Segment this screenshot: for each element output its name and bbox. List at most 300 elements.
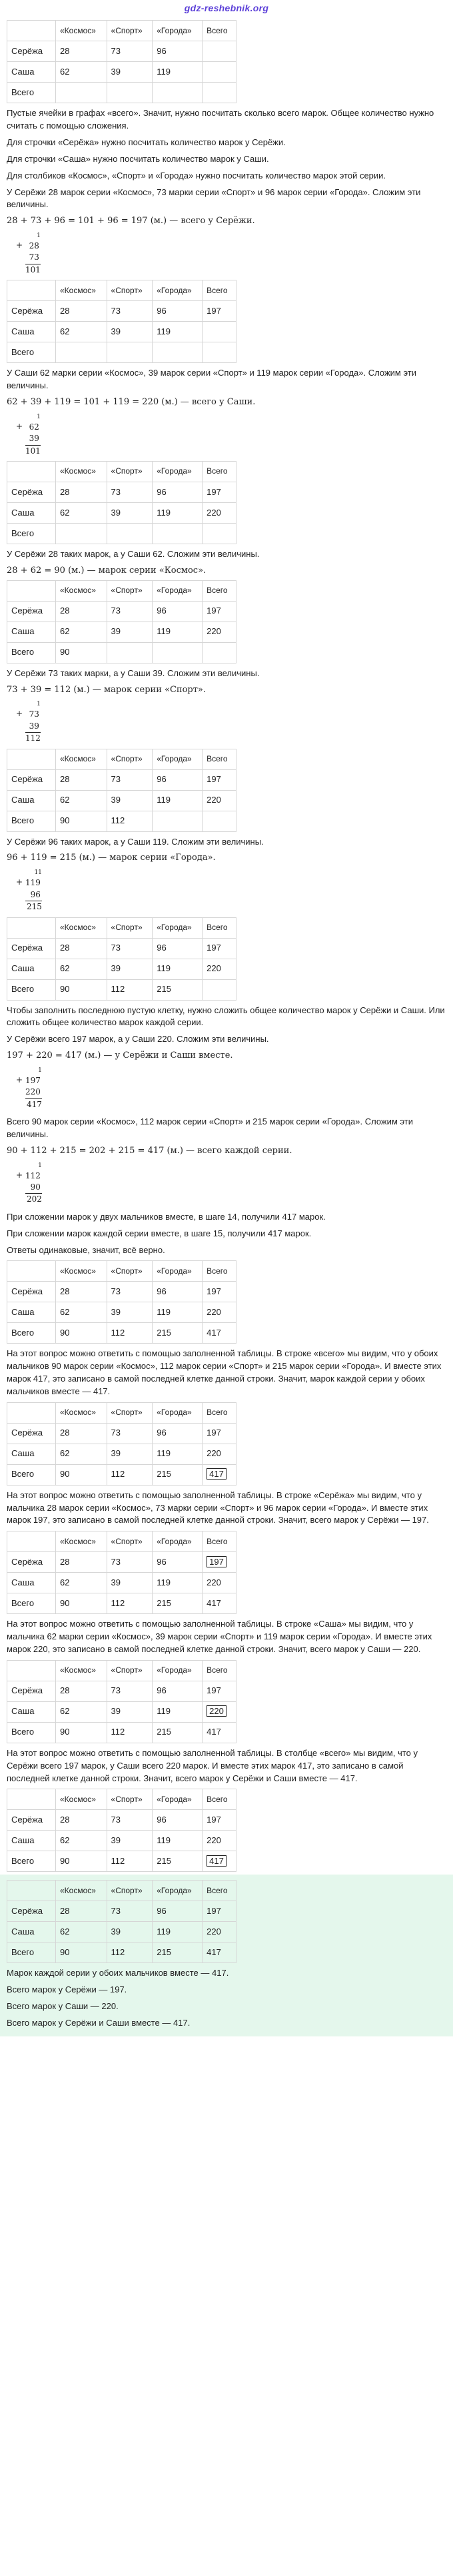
answer-line: Марок каждой серии у обоих мальчиков вместе — 417. — [7, 1968, 229, 1978]
column-addition-b: 39 — [29, 434, 39, 444]
stamps-table-step1 — [7, 280, 236, 363]
table-row — [7, 1593, 236, 1614]
stamps-table-initial — [7, 20, 236, 103]
table-cell — [203, 1444, 236, 1464]
table-cell — [203, 1552, 236, 1573]
table-cell — [107, 503, 153, 524]
table-cell — [56, 301, 107, 322]
table-cell — [56, 1423, 107, 1444]
cell-value: 220 — [207, 626, 221, 637]
paragraph: При сложении марок у двух мальчиков вместе, в шаге 14, получили 417 марок. — [7, 1211, 326, 1222]
calculation: 28 + 62 = 90 (м.) — марок серии «Космос». — [7, 565, 207, 576]
table-cell — [153, 1831, 203, 1851]
column-addition-sum: 112 — [25, 732, 41, 744]
calculation: 90 + 112 + 215 = 202 + 215 = 417 (м.) — всего каждой серии. — [7, 1145, 292, 1156]
table-header-cell: «Космос» — [56, 1261, 107, 1282]
column-addition — [16, 700, 41, 744]
cell-value: 28 — [60, 1286, 70, 1296]
cell-value: 73 — [111, 45, 121, 56]
cell-value: 62 — [60, 1306, 70, 1317]
table-row — [7, 1701, 236, 1722]
cell-value: 220 — [207, 507, 221, 518]
table-cell — [107, 959, 153, 979]
paragraph: У Серёжи 28 марок серии «Космос», 73 марки серии «Спорт» и 96 марок серии «Города». Сложим эти величины. — [7, 187, 421, 210]
table-header-cell: «Города» — [153, 1402, 203, 1423]
table-header-cell: Всего — [203, 280, 236, 301]
table-header-cell: «Спорт» — [107, 1531, 153, 1552]
table-row — [7, 1573, 236, 1593]
table-cell — [107, 938, 153, 959]
cell-value: 39 — [111, 1706, 121, 1717]
table-row — [7, 1922, 236, 1942]
table-cell — [153, 1942, 203, 1963]
table-cell — [153, 482, 203, 503]
cell-value: 28 — [60, 1814, 70, 1825]
table-cell — [107, 979, 153, 1000]
column-addition-b: 90 — [30, 1182, 41, 1192]
paragraph: У Серёжи 28 таких марок, а у Саши 62. Сложим эти величины. — [7, 549, 260, 560]
cell-value: 39 — [111, 1306, 121, 1317]
table-header-cell: «Города» — [153, 1881, 203, 1901]
table-row — [7, 83, 236, 103]
cell-value: 417 — [207, 1946, 221, 1957]
cell-value: 39 — [111, 326, 121, 336]
table-cell — [56, 1942, 107, 1963]
table-cell — [153, 811, 203, 831]
table-row — [7, 1423, 236, 1444]
table-cell — [153, 1722, 203, 1743]
table-cell — [107, 1922, 153, 1942]
cell-value: 112 — [111, 1597, 125, 1608]
cell-value: 62 — [60, 1926, 70, 1936]
cell-value: 119 — [157, 1926, 171, 1936]
table-corner-cell — [7, 21, 56, 41]
column-addition-a: 73 — [29, 709, 39, 719]
column-addition-sum: 101 — [25, 264, 41, 276]
table-header-cell: «Космос» — [56, 580, 107, 601]
cell-value: 90 — [60, 1469, 70, 1480]
table-cell — [107, 1323, 153, 1344]
table-row-label: Всего — [7, 83, 56, 103]
table-cell — [107, 62, 153, 83]
table-cell — [203, 1593, 236, 1614]
table-cell — [107, 1573, 153, 1593]
table-cell — [153, 1464, 203, 1485]
cell-value: 62 — [60, 1577, 70, 1587]
table-cell — [203, 1681, 236, 1701]
stamps-table-step2 — [7, 461, 236, 544]
table-cell — [203, 503, 236, 524]
calculation: 62 + 39 + 119 = 101 + 119 = 220 (м.) — всего у Саши. — [7, 396, 256, 407]
table-row — [7, 979, 236, 1000]
paragraph: На этот вопрос можно ответить с помощью заполненной таблицы. В строке «Саша» мы видим, что у мальчика 62 марки серии «Космос», 39 марок серии «Спорт» и 119 марок серии «Города». И вместе этих марок 220, это записано в самой последней клетке данной строки. Значит, всего марок у Саши — 220. — [7, 1619, 432, 1654]
table-row-label: Серёжа — [7, 1282, 56, 1302]
table-cell — [153, 790, 203, 811]
column-addition — [16, 413, 41, 457]
table-header-cell: Всего — [203, 1881, 236, 1901]
table-row — [7, 301, 236, 322]
table-row — [7, 1681, 236, 1701]
table-header-cell: «Космос» — [56, 917, 107, 938]
table-header-cell: Всего — [203, 1402, 236, 1423]
paragraph: Пустые ячейки в графах «всего». Значит, нужно посчитать сколько всего марок. Общее количество нужно считать с помощью сложения. — [7, 108, 434, 131]
table-cell — [56, 1901, 107, 1922]
table-cell — [107, 1942, 153, 1963]
table-row — [7, 622, 236, 642]
cell-value: 28 — [60, 1905, 70, 1916]
table-row-label: Серёжа — [7, 769, 56, 790]
table-header-cell: «Спорт» — [107, 462, 153, 482]
table-cell — [153, 1323, 203, 1344]
table-row-label: Саша — [7, 622, 56, 642]
table-corner-cell — [7, 280, 56, 301]
cell-value: 119 — [157, 1577, 171, 1587]
cell-value: 112 — [111, 1855, 125, 1866]
table-cell — [203, 642, 236, 663]
cell-value: 62 — [60, 963, 70, 974]
table-row — [7, 482, 236, 503]
table-cell — [107, 1831, 153, 1851]
cell-value: 112 — [111, 1946, 125, 1957]
column-addition-sum: 202 — [25, 1193, 42, 1205]
table-header-cell: «Спорт» — [107, 1660, 153, 1681]
cell-value: 96 — [157, 606, 167, 616]
table-header-cell: «Космос» — [56, 749, 107, 769]
table-header-cell: «Спорт» — [107, 1261, 153, 1282]
table-row — [7, 1901, 236, 1922]
table-cell — [203, 1323, 236, 1344]
table-header-cell: «Города» — [153, 1660, 203, 1681]
table-header-cell: Всего — [203, 580, 236, 601]
table-header-cell: «Космос» — [56, 1660, 107, 1681]
cell-value: 73 — [111, 1428, 121, 1438]
cell-value: 73 — [111, 1814, 121, 1825]
table-cell — [56, 769, 107, 790]
cell-value: 28 — [60, 1685, 70, 1696]
paragraph: У Серёжи 96 таких марок, а у Саши 119. Сложим эти величины. — [7, 836, 264, 847]
column-addition-carry: 1 — [38, 1067, 42, 1074]
table-header-cell: Всего — [203, 1261, 236, 1282]
table-row — [7, 959, 236, 979]
table-cell — [107, 1423, 153, 1444]
cell-value: 39 — [111, 795, 121, 805]
table-header-cell: «Спорт» — [107, 749, 153, 769]
cell-value: 197 — [207, 305, 221, 316]
table-cell — [203, 1851, 236, 1872]
cell-value: 220 — [207, 1926, 221, 1936]
table-cell — [107, 41, 153, 62]
table-cell — [56, 1323, 107, 1344]
cell-value: 96 — [157, 1286, 167, 1296]
cell-value: 28 — [60, 943, 70, 953]
table-cell — [153, 503, 203, 524]
cell-value: 28 — [60, 774, 70, 785]
plus-sign: + — [16, 709, 23, 719]
table-row-label: Серёжа — [7, 938, 56, 959]
calculation: 28 + 73 + 96 = 101 + 96 = 197 (м.) — всего у Серёжи. — [7, 216, 255, 226]
paragraph: У Серёжи 73 таких марки, а у Саши 39. Сложим эти величины. — [7, 667, 260, 678]
paragraph: На этот вопрос можно ответить с помощью заполненной таблицы. В строке «Серёжа» мы видим, что у мальчика 28 марок серии «Космос», 73 марки серии «Спорт» и 96 марок серии «Города». И вместе этих марок 197, это записано в самой последней клетке данной строки. Значит, всего марок у Серёжи — 197. — [7, 1490, 429, 1525]
cell-value: 73 — [111, 606, 121, 616]
table-cell — [153, 322, 203, 342]
column-addition-a: 62 — [29, 422, 39, 432]
table-cell — [56, 811, 107, 831]
table-cell — [56, 1722, 107, 1743]
cell-value: 39 — [111, 66, 121, 77]
table-cell — [203, 1282, 236, 1302]
table-header-cell: «Города» — [153, 580, 203, 601]
table-cell — [203, 524, 236, 544]
table-row-label: Всего — [7, 1851, 56, 1872]
table-row — [7, 1464, 236, 1485]
table-cell — [153, 1423, 203, 1444]
column-addition-carry: 1 — [37, 413, 41, 420]
table-row-label: Серёжа — [7, 1810, 56, 1831]
cell-value: 112 — [111, 1469, 125, 1480]
cell-value: 39 — [111, 963, 121, 974]
table-header-cell: «Города» — [153, 1789, 203, 1810]
cell-value: 62 — [60, 1448, 70, 1459]
table-cell — [56, 83, 107, 103]
table-cell — [203, 301, 236, 322]
cell-value: 28 — [60, 1556, 70, 1567]
cell-value: 215 — [157, 1946, 171, 1957]
table-row — [7, 1831, 236, 1851]
cell-value: 39 — [111, 626, 121, 637]
table-header-cell: «Космос» — [56, 1789, 107, 1810]
cell-value: 197 — [207, 1556, 226, 1567]
column-addition-carry: 1 — [37, 232, 41, 240]
table-header-cell: «Спорт» — [107, 280, 153, 301]
table-cell — [107, 1701, 153, 1722]
stamps-table-box-sasha — [7, 1660, 236, 1743]
stamps-table-step3 — [7, 580, 236, 663]
cell-value: 197 — [207, 1286, 221, 1296]
table-cell — [56, 41, 107, 62]
table-row — [7, 1810, 236, 1831]
table-row-label: Серёжа — [7, 482, 56, 503]
cell-value: 96 — [157, 1556, 167, 1567]
table-cell — [107, 524, 153, 544]
cell-value: 215 — [157, 1597, 171, 1608]
table-header-cell: «Спорт» — [107, 21, 153, 41]
table-cell — [56, 524, 107, 544]
table-cell — [107, 482, 153, 503]
table-cell — [56, 503, 107, 524]
paragraph: Для строчки «Саша» нужно посчитать количество марок у Саши. — [7, 153, 269, 164]
table-cell — [107, 1681, 153, 1701]
table-cell — [153, 1851, 203, 1872]
table-cell — [107, 1851, 153, 1872]
cell-value: 197 — [207, 1814, 221, 1825]
table-header-cell: «Спорт» — [107, 917, 153, 938]
table-cell — [107, 811, 153, 831]
cell-value: 215 — [157, 1327, 171, 1338]
cell-value: 417 — [207, 1727, 221, 1737]
paragraph: У Серёжи всего 197 марок, а у Саши 220. Сложим эти величины. — [7, 1034, 269, 1045]
table-cell — [56, 62, 107, 83]
cell-value: 96 — [157, 1905, 167, 1916]
cell-value: 96 — [157, 305, 167, 316]
table-cell — [203, 1464, 236, 1485]
table-cell — [153, 301, 203, 322]
table-cell — [153, 1593, 203, 1614]
table-header-cell: «Космос» — [56, 462, 107, 482]
cell-value: 62 — [60, 66, 70, 77]
table-row — [7, 642, 236, 663]
cell-value: 119 — [157, 626, 171, 637]
table-cell — [56, 342, 107, 363]
site-logo[interactable]: gdz-reshebnik.org — [184, 3, 269, 13]
cell-value: 197 — [207, 486, 221, 497]
table-cell — [203, 790, 236, 811]
plus-sign: + — [16, 1074, 23, 1084]
table-cell — [107, 83, 153, 103]
calculation: 73 + 39 = 112 (м.) — марок серии «Спорт». — [7, 684, 207, 695]
table-header-cell: Всего — [203, 1789, 236, 1810]
paragraph: Для строчки «Серёжа» нужно посчитать количество марок у Серёжи. — [7, 137, 286, 147]
table-row-label: Саша — [7, 1701, 56, 1722]
table-row — [7, 811, 236, 831]
cell-value: 73 — [111, 1286, 121, 1296]
cell-value: 96 — [157, 1814, 167, 1825]
table-corner-cell — [7, 462, 56, 482]
table-cell — [203, 1701, 236, 1722]
stamps-table-final — [7, 1880, 236, 1963]
table-row-label: Всего — [7, 342, 56, 363]
column-addition-sum: 417 — [25, 1098, 42, 1110]
cell-value: 28 — [60, 1428, 70, 1438]
table-cell — [153, 342, 203, 363]
table-cell — [203, 1423, 236, 1444]
table-header-cell: «Города» — [153, 1261, 203, 1282]
table-cell — [56, 1922, 107, 1942]
answer-line: Всего марок у Серёжи и Саши вместе — 417. — [7, 2017, 191, 2028]
table-cell — [107, 642, 153, 663]
table-cell — [56, 482, 107, 503]
table-cell — [107, 601, 153, 622]
table-row-label: Всего — [7, 524, 56, 544]
cell-value: 96 — [157, 1428, 167, 1438]
table-cell — [107, 622, 153, 642]
cell-value: 62 — [60, 795, 70, 805]
table-cell — [153, 1444, 203, 1464]
table-row-label: Серёжа — [7, 601, 56, 622]
table-cell — [203, 1922, 236, 1942]
table-cell — [56, 601, 107, 622]
cell-value: 90 — [60, 1727, 70, 1737]
cell-value: 62 — [60, 507, 70, 518]
table-corner-cell — [7, 1402, 56, 1423]
table-header-cell: «Космос» — [56, 1402, 107, 1423]
paragraph: Для столбиков «Космос», «Спорт» и «Города» нужно посчитать количество марок этой серии. — [7, 170, 386, 181]
cell-value: 62 — [60, 1835, 70, 1845]
table-header-cell: Всего — [203, 1660, 236, 1681]
table-cell — [56, 1282, 107, 1302]
table-row — [7, 1323, 236, 1344]
table-row-label: Серёжа — [7, 1423, 56, 1444]
table-cell — [107, 1810, 153, 1831]
table-cell — [153, 938, 203, 959]
table-row-label: Всего — [7, 1722, 56, 1743]
table-cell — [56, 938, 107, 959]
table-cell — [153, 642, 203, 663]
cell-value: 119 — [157, 507, 171, 518]
table-cell — [203, 1942, 236, 1963]
column-addition-a: 112 — [25, 1170, 41, 1180]
table-row — [7, 41, 236, 62]
table-cell — [107, 1593, 153, 1614]
cell-value: 220 — [207, 1705, 226, 1717]
table-header-cell: «Города» — [153, 462, 203, 482]
cell-value: 96 — [157, 486, 167, 497]
table-row-label: Саша — [7, 1831, 56, 1851]
plus-sign: + — [16, 877, 23, 887]
table-row-label: Всего — [7, 811, 56, 831]
table-row — [7, 790, 236, 811]
paragraph: У Саши 62 марки серии «Космос», 39 марок серии «Спорт» и 119 марок серии «Города». Сложим эти величины. — [7, 368, 417, 391]
table-row-label: Всего — [7, 1323, 56, 1344]
cell-value: 62 — [60, 626, 70, 637]
cell-value: 220 — [207, 1306, 221, 1317]
cell-value: 112 — [111, 815, 125, 826]
table-row — [7, 1282, 236, 1302]
table-cell — [56, 979, 107, 1000]
stamps-table-step4 — [7, 749, 236, 832]
cell-value: 73 — [111, 1685, 121, 1696]
cell-value: 197 — [207, 943, 221, 953]
answer-block — [0, 1875, 453, 2036]
table-row-label: Саша — [7, 790, 56, 811]
cell-value: 215 — [157, 1727, 171, 1737]
table-cell — [56, 959, 107, 979]
cell-value: 220 — [207, 963, 221, 974]
table-header-cell: Всего — [203, 462, 236, 482]
cell-value: 220 — [207, 1577, 221, 1587]
table-cell — [153, 1810, 203, 1831]
table-row — [7, 342, 236, 363]
plus-sign: + — [16, 421, 23, 431]
table-cell — [107, 1464, 153, 1485]
column-addition — [16, 232, 41, 276]
table-cell — [153, 769, 203, 790]
table-corner-cell — [7, 749, 56, 769]
stamps-table-complete — [7, 1260, 236, 1344]
table-header-cell: «Космос» — [56, 21, 107, 41]
cell-value: 96 — [157, 1685, 167, 1696]
table-cell — [203, 83, 236, 103]
table-cell — [153, 1282, 203, 1302]
table-header-cell: «Спорт» — [107, 580, 153, 601]
cell-value: 119 — [157, 1448, 171, 1459]
cell-value: 28 — [60, 606, 70, 616]
cell-value: 119 — [157, 963, 171, 974]
table-cell — [107, 1722, 153, 1743]
table-row — [7, 1552, 236, 1573]
table-row-label: Саша — [7, 1573, 56, 1593]
table-header-cell: «Города» — [153, 280, 203, 301]
cell-value: 197 — [207, 1905, 221, 1916]
table-cell — [203, 342, 236, 363]
table-cell — [56, 1302, 107, 1323]
table-cell — [203, 959, 236, 979]
table-row-label: Всего — [7, 1593, 56, 1614]
table-cell — [56, 642, 107, 663]
paragraph: Чтобы заполнить последнюю пустую клетку, нужно сложить общее количество марок у Серёжи и Саши. Или сложить общее количество марок каждой серии. — [7, 1005, 445, 1028]
cell-value: 96 — [157, 943, 167, 953]
cell-value: 28 — [60, 45, 70, 56]
table-header-cell: Всего — [203, 917, 236, 938]
